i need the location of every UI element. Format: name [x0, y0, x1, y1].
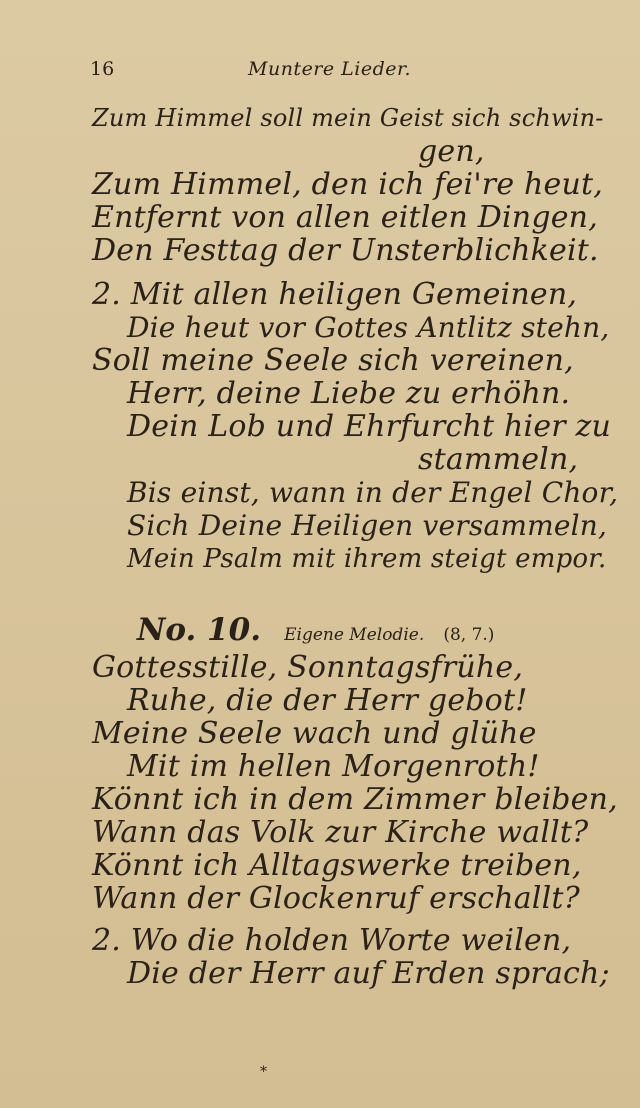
hymn-heading: [137, 612, 494, 648]
verse-line: Zum Himmel, den ich fei're heut,: [92, 167, 604, 202]
hymn-melody: Eigene Melodie.: [284, 625, 425, 645]
verse-line: Die der Herr auf Erden sprach;: [127, 956, 610, 991]
verse-line: Herr, deine Liebe zu erhöhn.: [127, 376, 571, 411]
verse-line: Zum Himmel soll mein Geist sich schwin-: [92, 104, 604, 132]
verse-line: Gottesstille, Sonntagsfrühe,: [92, 650, 524, 685]
verse-line: Mit im hellen Morgenroth!: [127, 749, 540, 784]
verse-line: Meine Seele wach und glühe: [92, 716, 537, 751]
verse-line: Ruhe, die der Herr gebot!: [127, 683, 528, 718]
verse-line: Könnt ich Alltagswerke treiben,: [92, 848, 582, 883]
hymn-number: No. 10.: [137, 612, 261, 648]
verse-line: Den Festtag der Unsterblichkeit.: [92, 233, 599, 268]
verse-line: 2. Wo die holden Worte weilen,: [92, 923, 572, 958]
page-number: 16: [90, 58, 115, 80]
verse-line: 2. Mit allen heiligen Gemeinen,: [92, 277, 578, 312]
verse-line: gen,: [418, 134, 485, 169]
verse-line: Entfernt von allen eitlen Dingen,: [92, 200, 598, 235]
verse-line: Sich Deine Heiligen versammeln,: [127, 509, 608, 542]
running-title: Muntere Lieder.: [248, 58, 412, 80]
verse-line: Dein Lob und Ehrfurcht hier zu: [127, 409, 612, 444]
verse-line: Die heut vor Gottes Antlitz stehn,: [127, 311, 610, 344]
verse-line: Wann der Glockenruf erschallt?: [92, 881, 580, 916]
hymn-meter: (8, 7.): [443, 625, 495, 645]
verse-line: Könnt ich in dem Zimmer bleiben,: [92, 782, 618, 817]
verse-line: Bis einst, wann in der Engel Chor,: [127, 476, 619, 509]
signature-mark: *: [260, 1064, 267, 1080]
page-header: [0, 58, 640, 84]
verse-line: Wann das Volk zur Kirche wallt?: [92, 815, 589, 850]
verse-line: stammeln,: [418, 442, 579, 477]
verse-line: Soll meine Seele sich vereinen,: [92, 343, 574, 378]
verse-line: Mein Psalm mit ihrem steigt empor.: [127, 544, 607, 574]
